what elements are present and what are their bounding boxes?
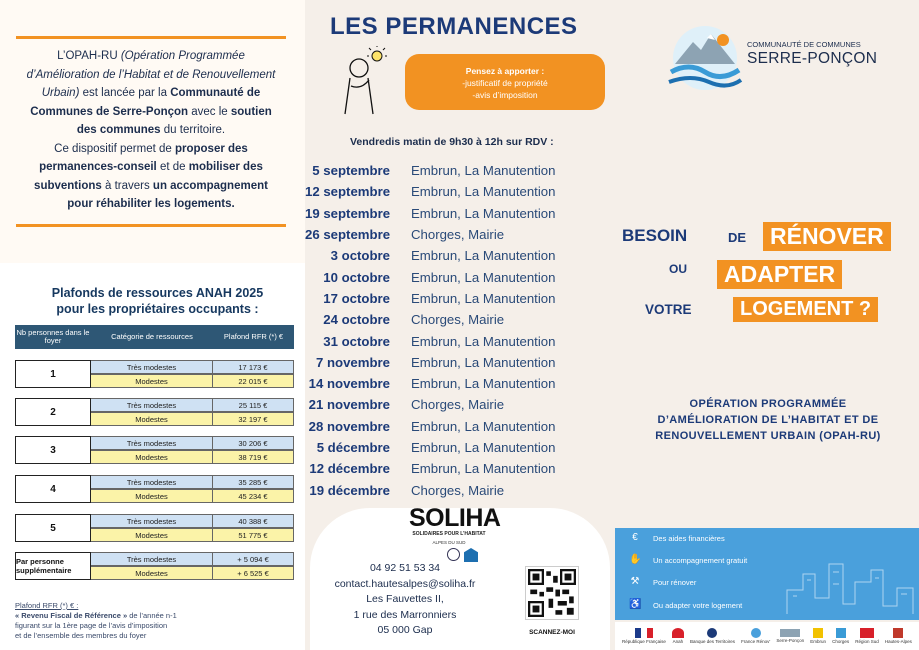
val-tres-modestes: 25 115 € <box>213 398 294 412</box>
reminder-title: Pensez à apporter : <box>465 66 545 76</box>
opah-title <box>621 396 915 444</box>
partner-logo-embrun <box>810 628 826 644</box>
middle-column <box>305 0 615 650</box>
schedule-row <box>305 224 615 245</box>
schedule-row <box>305 266 615 287</box>
partner-name: Hautes-Alpes <box>884 639 912 644</box>
headline-adapter: ADAPTER <box>717 260 842 289</box>
schedule-date: 5 décembre <box>316 440 390 455</box>
table-row <box>15 398 294 426</box>
cc-label-small: COMMUNAUTÉ DE COMMUNES <box>747 40 861 49</box>
schedule-date: 3 octobre <box>330 248 390 264</box>
intro-bold: soutien des communes <box>76 105 272 136</box>
plafonds-section <box>0 263 305 650</box>
val-modestes: 22 015 € <box>213 374 294 388</box>
schedule-row <box>305 309 615 330</box>
schedule-date: 12 septembre <box>305 184 391 200</box>
val-modestes: 32 197 € <box>213 412 294 426</box>
row-nb: 1 <box>15 360 91 388</box>
row-nb: 2 <box>15 398 91 426</box>
schedule-place: Embrun, La Manutention <box>411 354 556 370</box>
table-row <box>15 514 294 542</box>
schedule-date: 19 décembre <box>309 482 390 498</box>
schedule-row <box>305 394 615 415</box>
rfr-footnote <box>15 601 295 641</box>
schedule-place: Embrun, La Manutention <box>411 333 556 349</box>
schedule-row <box>305 160 615 181</box>
email-link[interactable]: contact.hautesalpes@soliha.fr <box>334 577 476 590</box>
thinking-person-icon <box>341 46 387 116</box>
table-header <box>15 325 294 349</box>
intro-text: est lancée par la <box>79 87 171 99</box>
partner-name: France Rénov’ <box>741 639 771 644</box>
val-modestes: 51 775 € <box>213 528 294 542</box>
schedule-row <box>305 330 615 351</box>
partner-logos <box>615 622 919 650</box>
partner-logo-anah <box>672 628 684 644</box>
footnote-text: figurant sur la 1ère page de l’avis d’imposition <box>15 621 168 630</box>
schedule-date: 7 novembre <box>315 354 390 370</box>
val-modestes: 45 234 € <box>213 489 294 503</box>
partner-logo-chorges <box>832 628 849 644</box>
benefit-label: Pour rénover <box>653 578 697 587</box>
schedule-date: 19 septembre <box>305 205 391 221</box>
schedule-date: 12 décembre <box>309 461 390 477</box>
schedule-place: Chorges, Mairie <box>411 482 505 498</box>
schedule-place: Chorges, Mairie <box>411 227 505 243</box>
partner-logo-region-sud <box>855 628 879 644</box>
schedule-place: Embrun, La Manutention <box>411 163 556 179</box>
headline-de: DE <box>728 230 747 245</box>
schedule-list <box>305 160 615 501</box>
val-modestes: 38 719 € <box>213 450 294 464</box>
intro-text: et de <box>156 161 189 173</box>
schedule-row <box>305 181 615 202</box>
benefits-panel <box>615 528 919 620</box>
schedule-row <box>305 416 615 437</box>
qr-code-icon[interactable] <box>525 566 579 620</box>
footnote-title: Plafond RFR (*) € : <box>15 601 79 610</box>
intro-italic: (Opération Programmée d’Amélioration de l’Habitat et de Renouvellement Urbain) <box>26 50 276 99</box>
headline-besoin: BESOIN <box>622 226 688 245</box>
row-nb: 4 <box>15 475 91 503</box>
header-nb-personnes: Nb personnes dans le foyer <box>16 328 90 345</box>
reminder-box <box>405 54 605 110</box>
partner-logo-france-renov <box>741 628 770 644</box>
right-column <box>615 0 919 650</box>
val-tres-modestes: + 5 094 € <box>213 552 294 566</box>
headline-logement: LOGEMENT ? <box>733 297 878 322</box>
partner-name: République Française <box>622 639 666 644</box>
schedule-date: 26 septembre <box>305 227 391 243</box>
partner-name: Anah <box>672 639 684 644</box>
cat-tres-modestes: Très modestes <box>91 436 213 450</box>
intro-bold: Communauté de Communes de Serre-Ponçon <box>30 87 261 118</box>
partner-name: Région Sud <box>855 639 879 644</box>
footnote-bold: « Revenu Fiscal de Référence » <box>15 611 128 620</box>
schedule-place: Embrun, La Manutention <box>411 269 556 285</box>
cat-modestes: Modestes <box>91 374 213 388</box>
intro-text-box <box>16 36 286 227</box>
plafonds-title-line: Plafonds de ressources ANAH 2025 <box>51 286 264 300</box>
soliha-sub: ALPES DU SUD <box>432 540 466 545</box>
partner-logo-banque <box>690 628 735 644</box>
reminder-item: -avis d’imposition <box>472 90 538 100</box>
schedule-row <box>305 288 615 309</box>
row-nb: 3 <box>15 436 91 464</box>
schedule-place: Embrun, La Manutention <box>411 184 556 200</box>
table-row <box>15 360 294 388</box>
intro-paragraph-1 <box>20 47 282 140</box>
intro-bold: un accompagnement pour réhabiliter les logements. <box>67 179 268 210</box>
soliha-logo <box>409 504 501 545</box>
schedule-row <box>305 373 615 394</box>
val-modestes: + 6 525 € <box>213 566 294 580</box>
cat-modestes: Modestes <box>91 450 213 464</box>
schedule-date: 5 septembre <box>312 163 390 179</box>
opah-line: OPÉRATION PROGRAMMÉE <box>689 398 847 410</box>
partner-logo-republique <box>622 628 666 644</box>
intro-bold: proposer des permanences-conseil <box>39 142 248 173</box>
val-tres-modestes: 40 388 € <box>213 514 294 528</box>
schedule-row <box>305 479 615 500</box>
address-line: 1 rue des Marronniers <box>353 608 457 621</box>
address-line: 05 000 Gap <box>377 624 433 636</box>
footnote-text: de l’année n-1 <box>127 611 177 620</box>
table-row <box>15 436 294 464</box>
cat-tres-modestes: Très modestes <box>91 360 213 374</box>
val-tres-modestes: 17 173 € <box>213 360 294 374</box>
headline-renover: RÉNOVER <box>763 222 891 251</box>
schedule-row <box>305 458 615 479</box>
intro-bold: mobiliser des subventions <box>34 161 263 192</box>
intro-text: à travers <box>101 179 153 192</box>
cat-tres-modestes: Très modestes <box>91 398 213 412</box>
cat-modestes: Modestes <box>91 489 213 503</box>
plafonds-title-line: pour les propriétaires occupants : <box>56 302 259 316</box>
opah-line: D’AMÉLIORATION DE L’HABITAT ET DE <box>657 414 879 426</box>
schedule-place: Embrun, La Manutention <box>411 248 556 264</box>
val-tres-modestes: 35 285 € <box>213 475 294 489</box>
partner-name: Banque des Territoires <box>690 639 735 644</box>
home-badge-icon <box>464 548 478 562</box>
soliha-logo-text: SOLIHA <box>409 504 501 532</box>
schedule-row <box>305 203 615 224</box>
badge-icon <box>447 548 460 561</box>
benefit-label: Des aides financières <box>653 534 725 543</box>
reminder-item: -justificatif de propriété <box>462 78 548 88</box>
intro-text: du territoire. <box>160 124 226 136</box>
val-tres-modestes: 30 206 € <box>213 436 294 450</box>
cat-modestes: Modestes <box>91 412 213 426</box>
header-plafond: Plafond RFR (*) € <box>223 332 284 341</box>
partner-name: Embrun <box>810 639 827 644</box>
euro-icon: € <box>632 532 638 543</box>
partner-logo-hautes-alpes <box>885 628 912 644</box>
schedule-date: 21 novembre <box>308 397 390 413</box>
schedule-place: Embrun, La Manutention <box>411 440 556 455</box>
cat-tres-modestes: Très modestes <box>91 475 213 489</box>
headline-ou: OU <box>669 262 687 276</box>
header-categorie: Catégorie de ressources <box>111 332 193 341</box>
cat-tres-modestes: Très modestes <box>91 552 213 566</box>
contact-info <box>310 561 500 639</box>
serre-poncon-logo-icon <box>665 24 745 94</box>
accessibility-icon: ♿ <box>629 599 642 610</box>
opah-line: RENOUVELLEMENT URBAIN (OPAH-RU) <box>655 430 881 442</box>
row-nb: Par personne supplémentaire <box>15 552 91 580</box>
phone-number[interactable]: 04 92 51 53 34 <box>369 562 441 574</box>
schedule-date: 31 octobre <box>323 333 390 349</box>
schedule-place: Embrun, La Manutention <box>411 418 556 434</box>
schedule-place: Chorges, Mairie <box>411 312 505 328</box>
plafonds-title <box>20 285 295 317</box>
partner-logo-serre-poncon <box>776 629 804 643</box>
schedule-date: 24 octobre <box>323 312 390 328</box>
left-column <box>0 0 305 650</box>
cat-modestes: Modestes <box>91 528 213 542</box>
table-row <box>15 552 294 580</box>
schedule-place: Embrun, La Manutention <box>411 461 556 477</box>
schedule-date: 10 octobre <box>323 269 390 285</box>
cat-tres-modestes: Très modestes <box>91 514 213 528</box>
schedule-header: Vendredis matin de 9h30 à 12h sur RDV : <box>350 136 554 148</box>
schedule-place: Embrun, La Manutention <box>411 290 556 306</box>
cat-modestes: Modestes <box>91 566 213 580</box>
schedule-date: 17 octobre <box>323 290 390 306</box>
partner-name: Chorges <box>832 639 850 644</box>
schedule-date: 28 novembre <box>308 418 390 434</box>
schedule-place: Embrun, La Manutention <box>411 205 556 221</box>
address-line: Les Fauvettes II, <box>366 593 444 605</box>
certification-badges <box>447 548 478 562</box>
table-row <box>15 475 294 503</box>
handshake-icon: ✋ <box>629 554 642 565</box>
headline-votre: VOTRE <box>645 302 692 317</box>
soliha-tagline: SOLIDAIRES POUR L’HABITAT <box>412 531 486 537</box>
intro-text: Ce dispositif permet de <box>54 142 175 155</box>
schedule-row <box>305 245 615 266</box>
partner-name: Serre-Ponçon <box>776 638 805 643</box>
intro-text: avec le <box>188 105 231 118</box>
tools-icon: ⚒ <box>630 576 640 587</box>
intro-text: L’OPAH-RU <box>57 50 121 62</box>
schedule-row <box>305 437 615 458</box>
benefit-label: Un accompagnement gratuit <box>653 556 748 565</box>
schedule-place: Embrun, La Manutention <box>411 376 556 392</box>
schedule-place: Chorges, Mairie <box>411 397 505 413</box>
row-nb: 5 <box>15 514 91 542</box>
city-drawing-icon <box>785 544 915 616</box>
intro-paragraph-2 <box>20 140 282 214</box>
permanences-title: LES PERMANENCES <box>330 13 578 40</box>
schedule-row <box>305 352 615 373</box>
benefit-label: Ou adapter votre logement <box>653 601 743 610</box>
footnote-text: et de l’ensemble des membres du foyer <box>15 631 147 640</box>
schedule-date: 14 novembre <box>308 376 390 392</box>
qr-label: SCANNEZ-MOI <box>529 629 575 636</box>
cc-label-big: SERRE-PONÇON <box>747 50 878 67</box>
